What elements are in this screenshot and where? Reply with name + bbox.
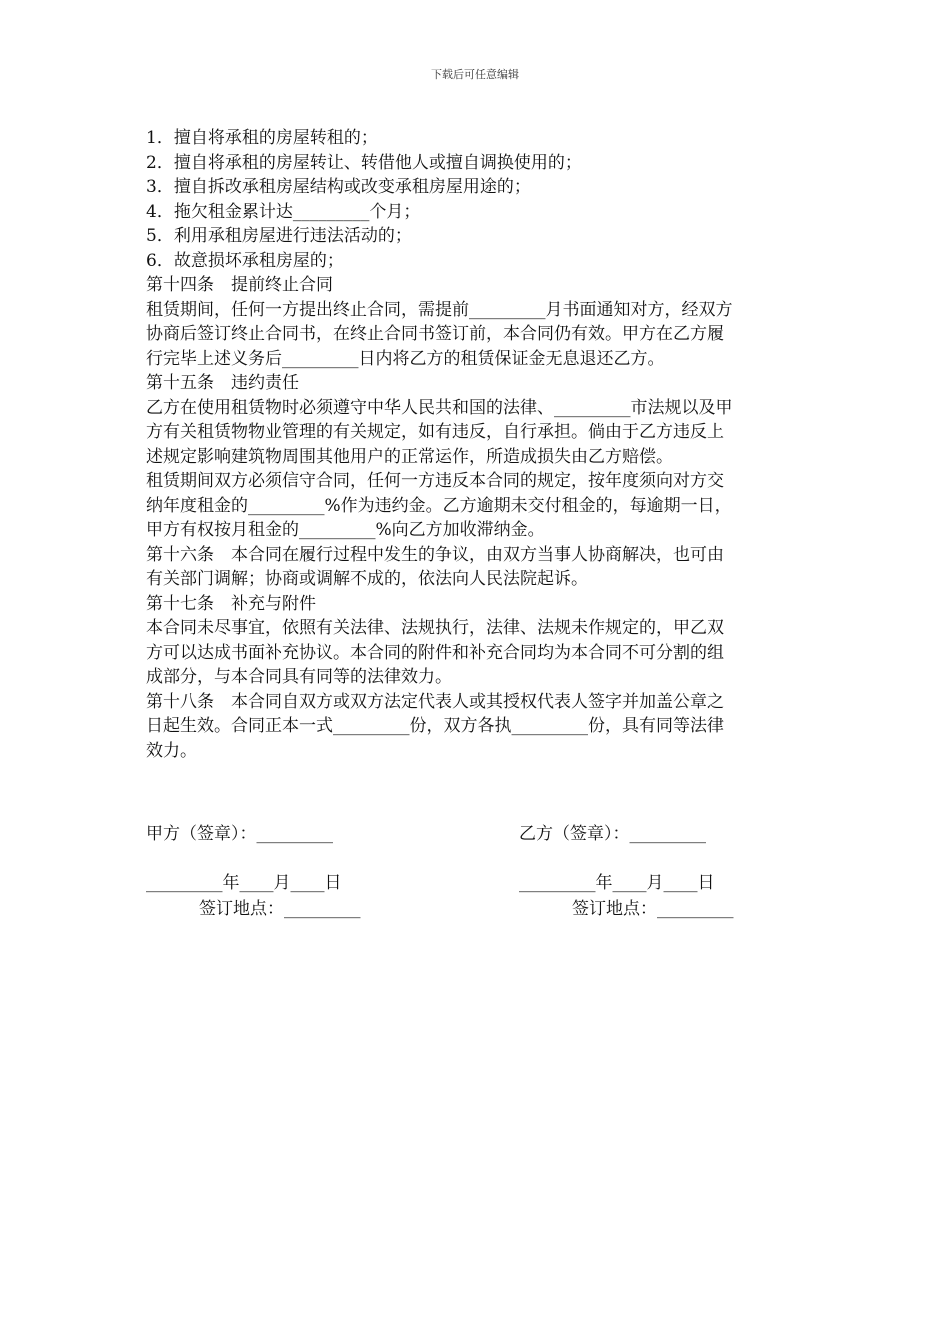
article-heading: 第十八条 本合同自双方或双方法定代表人或其授权代表人签字并加盖公章之 (146, 691, 724, 712)
party-b-place: 签订地点：_________ (572, 899, 734, 919)
paragraph-line: 方有关租赁物物业管理的有关规定，如有违反，自行承担。倘由于乙方违反上 (146, 422, 724, 442)
paragraph-line: 有关部门调解；协商或调解不成的，依法向人民法院起诉。 (146, 569, 588, 589)
paragraph-line: 本合同未尽事宜，依照有关法律、法规执行，法律、法规未作规定的，甲乙双 (146, 618, 724, 638)
party-a-signature: 甲方（签章）：_________ (146, 824, 333, 844)
article-heading: 第十七条 补充与附件 (146, 593, 316, 614)
paragraph-line: 效力。 (146, 740, 197, 761)
party-b-signature: 乙方（签章）：_________ (519, 824, 706, 844)
clause-line: 2．擅自将承租的房屋转让、转借他人或擅自调换使用的； (146, 152, 582, 173)
article-heading: 第十六条 本合同在履行过程中发生的争议，由双方当事人协商解决，也可由 (146, 544, 724, 565)
paragraph-line: 租赁期间，任何一方提出终止合同，需提前_________月书面通知对方，经双方 (146, 299, 733, 320)
clause-line: 4．拖欠租金累计达_________个月； (146, 201, 421, 222)
paragraph-line: 日起生效。合同正本一式_________份，双方各执_________份，具有同等法律 (146, 716, 724, 736)
paragraph-line: 纳年度租金的_________%作为违约金。乙方逾期未交付租金的，每逾期一日， (146, 495, 732, 516)
clause-line: 5．利用承租房屋进行违法活动的； (146, 226, 412, 246)
paragraph-line: 协商后签订终止合同书，在终止合同书签订前，本合同仍有效。甲方在乙方履 (146, 324, 724, 344)
paragraph-line: 方可以达成书面补充协议。本合同的附件和补充合同均为本合同不可分割的组 (146, 642, 724, 663)
paragraph-line: 甲方有权按月租金的_________%向乙方加收滞纳金。 (146, 520, 545, 540)
paragraph-line: 述规定影响建筑物周围其他用户的正常运作，所造成损失由乙方赔偿。 (146, 446, 673, 467)
party-a-date: _________年____月____日 (146, 873, 342, 893)
contract-body (146, 126, 806, 763)
paragraph-line: 成部分，与本合同具有同等的法律效力。 (146, 667, 452, 687)
article-heading: 第十四条 提前终止合同 (146, 275, 333, 295)
party-a-place: 签订地点：_________ (199, 899, 361, 919)
article-heading: 第十五条 违约责任 (146, 373, 299, 393)
paragraph-line: 乙方在使用租赁物时必须遵守中华人民共和国的法律、_________市法规以及甲 (146, 397, 733, 418)
clause-line: 1．擅自将承租的房屋转租的； (146, 128, 378, 148)
clause-line: 3．擅自拆改承租房屋结构或改变承租房屋用途的； (146, 177, 531, 197)
clause-line: 6．故意损坏承租房屋的； (146, 250, 344, 271)
paragraph-line: 行完毕上述义务后_________日内将乙方的租赁保证金无息退还乙方。 (146, 348, 665, 369)
paragraph-line: 租赁期间双方必须信守合同，任何一方违反本合同的规定，按年度须向对方交 (146, 471, 724, 491)
party-b-date: _________年____月____日 (519, 873, 715, 893)
page-header-note: 下载后可任意编辑 (431, 68, 519, 81)
